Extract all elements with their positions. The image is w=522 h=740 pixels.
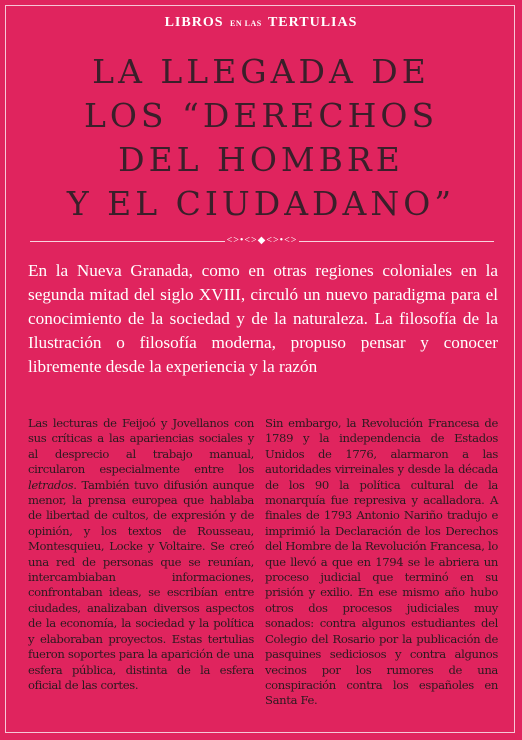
body-text: . También tuvo difusión aunque menor, la prensa europea que hablaba de libertad de cultos, de expresión y de opinión, y los textos de Rousseau, Montesquieu, Locke y Voltaire. Se creó una red de personas que se reunían, intercambiaban informaciones, confrontaban ideas, se escribían entre ciudades, analizaban diversos aspectos de la economía, la sociedad y la política y elaboraban proyectos. Estas tertulias fueron soportes para la aparición de una esfera pública, distinta de la esfera oficial de las cortes. bbox=[28, 477, 254, 692]
ornamental-divider bbox=[30, 235, 494, 247]
article-title bbox=[0, 50, 522, 226]
body-text: Las lecturas de Feijoó y Jovellanos con sus críticas a las apariencias sociales y al desprecio al trabajo manual, circularon especialmente entre los bbox=[28, 416, 254, 477]
series-heading bbox=[0, 15, 522, 31]
lead-paragraph: En la Nueva Granada, como en otras regiones coloniales en la segunda mitad del siglo XVIII, circuló un nuevo paradigma para el conocimiento de la sociedad y de la naturaleza. La filosofía de la Ilustración o filosofía moderna, propuso pensar y conocer libremente desde la experiencia y la razón bbox=[28, 261, 498, 376]
body-column-left bbox=[28, 416, 254, 693]
divider-line-left bbox=[30, 241, 225, 242]
body-column-right: Sin embargo, la Revolución Francesa de 1789 y la independencia de Estados Unidos de 1776, alarmaron a las autoridades virreinales y desde la década de los 90 la política cultural de la monarquía fue represiva y acalladora. A finales de 1793 Antonio Nariño tradujo e imprimió la Declaración de los Derechos del Hombre de la Revolución Francesa, lo que llevó a que en 1794 se le abriera un proceso judicial que terminó en su prisión y exilio. En ese mismo año hubo otros dos procesos judiciales muy sonados: contra algunos estudiantes del Colegio del Rosario por la publicación de pasquines sediciosos y contra algunos vecinos por los rumores de una conspiración contra los españoles en Santa Fe. bbox=[265, 416, 498, 708]
series-word-tertulias: TERTULIAS bbox=[267, 15, 358, 30]
body-emphasis: letrados bbox=[28, 477, 74, 492]
series-word-en-las: EN LAS bbox=[230, 19, 262, 28]
title-line: LOS “DERECHOS bbox=[83, 96, 439, 135]
title-line: Y EL CIUDADANO” bbox=[66, 184, 456, 223]
series-word-libros: LIBROS bbox=[164, 15, 224, 30]
divider-line-right bbox=[299, 241, 494, 242]
title-line: LA LLEGADA DE bbox=[92, 52, 430, 91]
divider-ornament-icon: <>•<>◆<>•<> bbox=[226, 235, 298, 246]
title-line: DEL HOMBRE bbox=[118, 140, 404, 179]
